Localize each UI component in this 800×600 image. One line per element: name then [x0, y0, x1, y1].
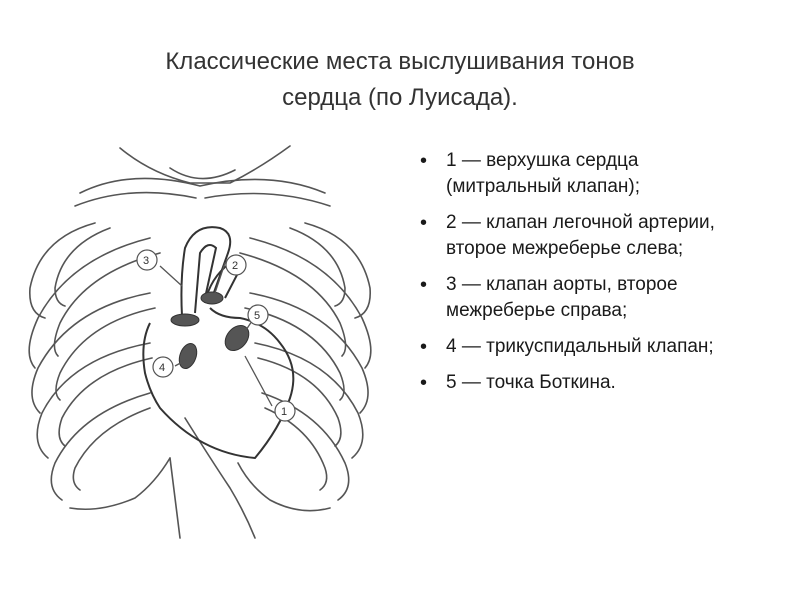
point-3-label: 3: [143, 255, 150, 267]
legend-item: • 2 — клапан легочной артерии, второе межреберье слева;: [418, 210, 748, 262]
legend-item: • 4 — трикуспидальный клапан;: [418, 334, 748, 360]
costal-margin-left: [70, 458, 170, 509]
rib-left-3: [32, 293, 150, 413]
valves: [171, 292, 254, 371]
rib-left-5: [51, 393, 150, 500]
rib-right-2: [250, 238, 371, 368]
heart: [143, 227, 293, 458]
tricuspid-valve: [176, 341, 200, 371]
legend-item: • 1 — верхушка сердца (митральный клапан);: [418, 148, 748, 200]
point-1: [275, 401, 295, 421]
clavicles: [80, 178, 325, 193]
point-5: [248, 305, 268, 325]
rib-left-1: [30, 223, 95, 318]
point-3: [137, 250, 157, 270]
heart-auscultation-diagram: [0, 128, 400, 548]
point-1-label: 1: [281, 406, 288, 418]
rib-right-1: [305, 223, 370, 318]
aortic-valve: [171, 314, 199, 326]
slide-title: [60, 44, 740, 116]
neck-outline: [120, 146, 290, 183]
sternal-notch: [170, 168, 235, 179]
rib-left-2: [29, 238, 150, 368]
costal-margin-right: [238, 463, 330, 511]
point-2: [226, 255, 246, 275]
point-4-label: 4: [159, 362, 166, 374]
ribcage: [29, 146, 371, 538]
point-2-label: 2: [232, 260, 239, 272]
rib-left-4: [37, 343, 150, 458]
legend-item: • 3 — клапан аорты, второе межреберье справа;: [418, 272, 748, 324]
point-4: [153, 357, 173, 377]
title-line-2: сердца (по Луисада).: [282, 84, 518, 111]
xiphoid-line: [185, 418, 255, 538]
legend-list: [418, 148, 748, 406]
legend-item: • 5 — точка Боткина.: [418, 370, 748, 396]
title-line-1: Классические места выслушивания тонов: [165, 48, 635, 75]
heart-outline: [143, 308, 293, 458]
point-5-label: 5: [254, 310, 261, 322]
pulmonary-valve: [201, 292, 223, 304]
